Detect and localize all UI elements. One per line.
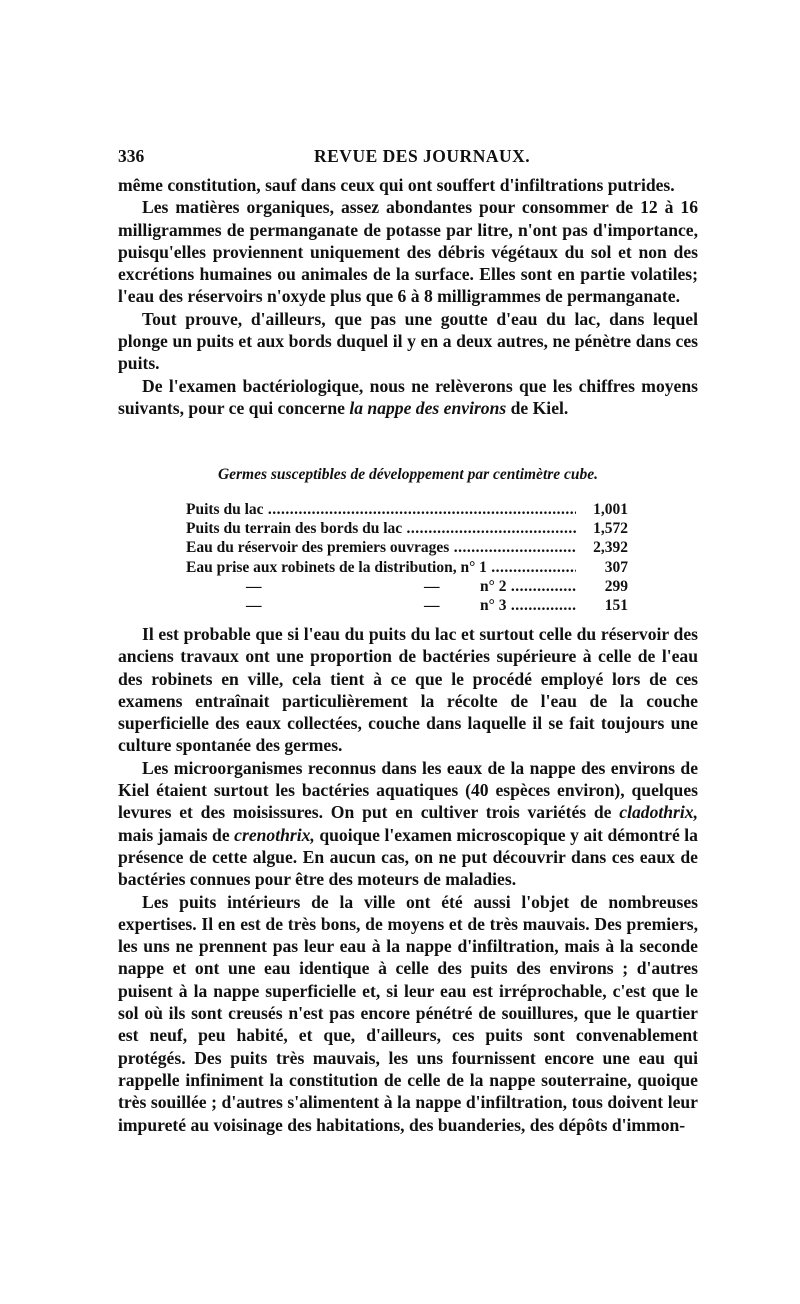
ditto-dash: — (246, 596, 262, 614)
text-block-bottom (118, 623, 698, 1136)
table-caption: Germes susceptibles de développement par centimètre cube. (217, 466, 599, 483)
paragraph: Les matières organiques, assez abondantes pour consommer de 12 à 16 milligrammes de permanganate de potasse par litre, n'ont pas d'importance, puisqu'elles proviennent uniquement des débris végétaux du sol et non des excrétions humaines ou animales de la surface. Elles sont en partie volatiles; l'eau des réservoirs n'oxyde plus que 6 à 8 milligrammes de permanganate. (118, 197, 698, 307)
text-block-top (118, 174, 698, 419)
row-value: 299 (576, 577, 628, 596)
ditto-dash: — (424, 596, 440, 614)
row-number: n° 3 ..... (480, 596, 578, 615)
paragraph-text: Les microorganismes reconnus dans les eaux de la nappe des environs de Kiel étaient surtout les bactéries aquatiques (40 espèces environ), quelques levures et des moisissures. On put en cultiver trois variétés de (118, 757, 698, 823)
paragraph: Tout prouve, d'ailleurs, que pas une goutte d'eau du lac, dans lequel plonge un puits et aux bords duquel il y en a deux autres, ne pénètre dans ces puits. (118, 308, 698, 374)
table-row (186, 500, 628, 519)
paragraph-text: De l'examen bactériologique, nous ne relèverons que les chiffres moyens suivants, pour ce qui concerne (118, 375, 698, 418)
row-label: Eau prise aux robinets de la distribution, n° 1 ..... (186, 558, 578, 577)
row-label: Puits du terrain des bords du lac ..... (186, 519, 578, 538)
ditto-dash: — (246, 577, 262, 595)
table-row (186, 519, 628, 538)
paragraph-text: mais jamais de (118, 824, 235, 845)
paragraph-text: de Kiel. (506, 397, 569, 418)
row-label: Puits du lac ..... (186, 500, 578, 519)
page-number: 336 (118, 146, 145, 166)
row-value: 151 (576, 596, 628, 615)
table-row (186, 538, 628, 557)
emphasis: crenothrix, (234, 824, 315, 845)
emphasis: cladothrix, (619, 802, 698, 823)
table-row (186, 577, 628, 596)
ditto-dash: — (424, 577, 440, 595)
paragraph (118, 757, 698, 891)
emphasis: la nappe des environs (349, 397, 507, 418)
paragraph (118, 375, 698, 420)
paragraph: Les puits intérieurs de la ville ont été aussi l'objet de nombreuses expertises. Il en est de très bons, de moyens et de très mauvais. Des premiers, les uns ne prennent pas leur eau à la nappe d'infiltration, mais à la seconde nappe et ont une eau identique à celle des puits des environs ; d'autres puisent à la nappe superficielle et, si leur eau est irréprochable, c'est que le sol où ils sont creusés n'est pas encore pénétré de souillures, que le quartier est neuf, peu habité, et que, d'ailleurs, ces puits sont convenablement protégés. Des puits très mauvais, les uns fournissent encore une eau qui rappelle infiniment la constitution de celle de la nappe souterraine, quoique très souillée ; d'autres s'alimentent à la nappe d'infiltration, tous doivent leur impureté au voisinage des habitations, des buanderies, des dépôts d'immon- (118, 891, 698, 1135)
table-row (186, 596, 628, 615)
running-header (118, 146, 698, 170)
row-value: 2,392 (576, 538, 628, 557)
paragraph: Il est probable que si l'eau du puits du lac et surtout celle du réservoir des anciens travaux ont une proportion de bactéries supérieure à celle de l'eau des robinets en ville, cela tient à ce que le procédé employé lors de ces examens entraînait particulièrement la récolte de l'eau de la couche superficielle des eaux collectées, couche dans laquelle il se fait toujours une culture spontanée des germes. (118, 624, 698, 756)
germ-count-table (186, 500, 628, 615)
row-value: 307 (576, 558, 628, 577)
row-value: 1,001 (576, 500, 628, 519)
table-row (186, 558, 628, 577)
row-label: Eau du réservoir des premiers ouvrages ..... (186, 538, 578, 557)
running-title: REVUE DES JOURNAUX. (314, 146, 531, 166)
paragraph-text: quoique l'examen microscopique y ait démontré la présence de cette algue. En aucun cas, on ne put découvrir dans ces eaux de bactéries connues pour être des moteurs de maladies. (118, 824, 698, 890)
paragraph: même constitution, sauf dans ceux qui ont souffert d'infiltrations putrides. (118, 175, 675, 195)
row-number: n° 2 ..... (480, 577, 578, 596)
row-value: 1,572 (576, 519, 628, 538)
